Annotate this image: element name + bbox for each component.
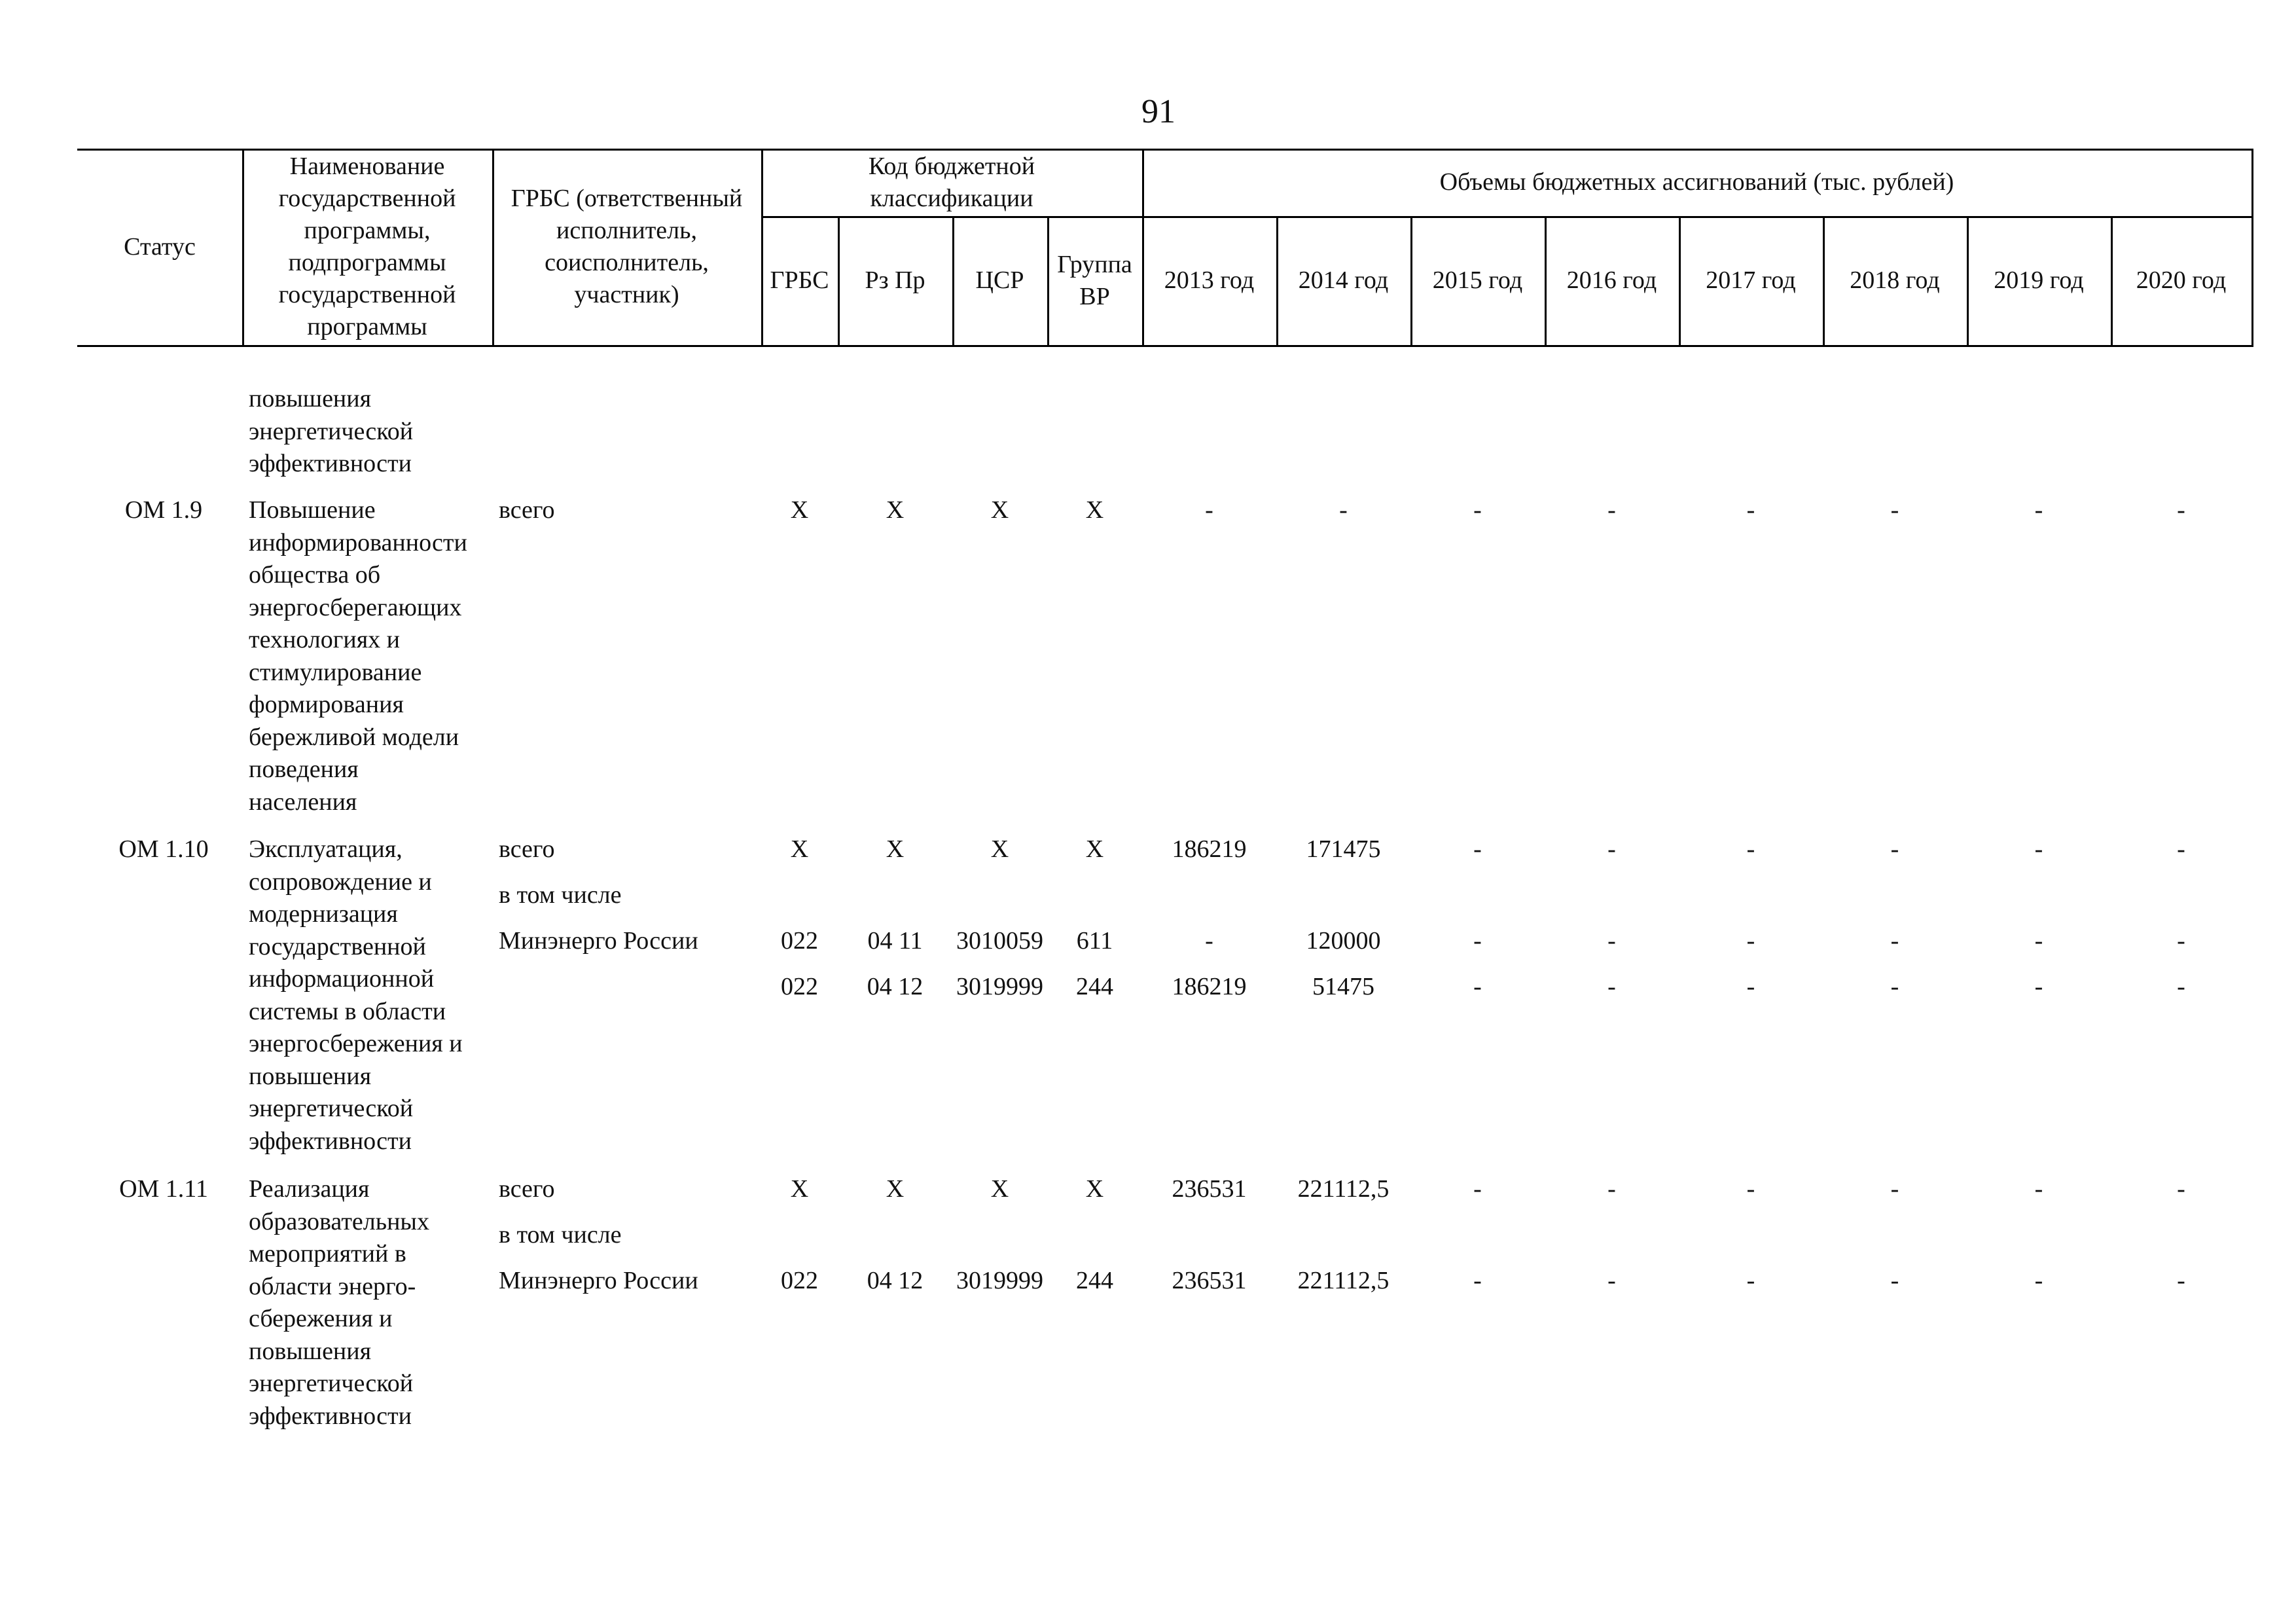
status-code: ОМ 1.10 [118,835,209,863]
code-vr: Х [1085,835,1104,863]
name-line: энергосберегающих [249,593,462,621]
header-code-col: ЦСР [975,266,1024,294]
name-line: энергосбережения и [249,1030,463,1057]
value-2015: - [1473,496,1482,524]
value-2015: - [1473,1175,1482,1203]
name-line: мероприятий в [249,1240,406,1267]
code-vr: 244 [1076,973,1113,1000]
program-name [249,494,467,818]
header-year: 2015 год [1432,266,1523,294]
value-2015: - [1473,927,1482,955]
value-2013: - [1205,496,1213,524]
header-year: 2017 год [1706,266,1796,294]
header-code-col: Рз Пр [865,266,925,294]
header-code-col: ГРБС [770,266,829,294]
code-csr: Х [990,835,1009,863]
name-line: Реализация [249,1175,370,1203]
value-2020: - [2177,496,2185,524]
header-year: 2014 год [1298,266,1389,294]
name-line: энергетической [249,1370,414,1397]
code-vr: Х [1085,1175,1104,1203]
value-2020: - [2177,835,2185,863]
value-2019: - [2034,927,2043,955]
code-rzpr: 04 12 [867,973,924,1000]
value-2014: 120000 [1306,927,1381,955]
name-line: общества об [249,561,381,589]
name-line: образовательных [249,1207,429,1235]
value-2017: - [1746,927,1755,955]
header-divider [492,149,494,347]
header-code-col: Группа ВР [1057,250,1132,310]
program-name [249,1173,429,1432]
code-grbs: 022 [781,927,818,955]
value-2019: - [2034,496,2043,524]
value-2020: - [2177,927,2185,955]
code-csr: 3010059 [956,927,1043,955]
code-vr: 611 [1076,927,1113,955]
executor: Минэнерго России [499,927,698,955]
header-volumes: Объемы бюджетных ассигнований (тыс. рублей) [1439,168,1954,196]
code-vr: 244 [1076,1267,1113,1294]
value-2015: - [1473,835,1482,863]
name-line: населения [249,788,357,816]
value-2018: - [1890,927,1899,955]
value-2018: - [1890,1267,1899,1294]
value-2013: 236531 [1172,1267,1247,1294]
value-2014: 51475 [1312,973,1374,1000]
name-line: повышения [249,1337,372,1365]
value-2019: - [2034,1267,2043,1294]
executor: в том числе [499,1221,622,1249]
value-2016: - [1607,1175,1616,1203]
header-year: 2019 год [1994,266,2084,294]
value-2016: - [1607,496,1616,524]
name-line: Эксплуатация, [249,835,403,863]
page-number: 91 [1141,93,1175,130]
value-2017: - [1746,973,1755,1000]
value-2019: - [2034,1175,2043,1203]
value-2013: 236531 [1172,1175,1247,1203]
value-2013: 186219 [1172,835,1247,863]
value-2019: - [2034,973,2043,1000]
value-2020: - [2177,1267,2185,1294]
value-2018: - [1890,1175,1899,1203]
name-line: Повышение [249,496,376,524]
value-2014: 171475 [1306,835,1381,863]
name-line: информационной [249,965,435,993]
value-2018: - [1890,973,1899,1000]
name-line: эффективности [249,1402,412,1430]
header-year: 2016 год [1566,266,1657,294]
header-grbs: ГРБС (ответственный исполнитель, соисполнитель, участник) [511,185,743,308]
value-2013: - [1205,927,1213,955]
name-line: повышения [249,385,372,412]
code-rzpr: Х [886,1175,905,1203]
value-2017: - [1746,1267,1755,1294]
header-bottom-rule [77,345,2251,347]
code-rzpr: Х [886,496,905,524]
executor: всего [499,496,555,524]
name-line: модернизация [249,900,398,928]
value-2016: - [1607,1267,1616,1294]
name-line: энергетической [249,1095,414,1122]
name-line: повышения [249,1062,372,1090]
header-year: 2013 год [1164,266,1255,294]
code-grbs: 022 [781,973,818,1000]
header-year: 2018 год [1850,266,1940,294]
name-line: области энерго- [249,1272,416,1300]
code-csr: Х [990,1175,1009,1203]
code-rzpr: 04 12 [867,1267,924,1294]
value-2015: - [1473,1267,1482,1294]
name-line: государственной [249,932,426,960]
value-2017: - [1746,1175,1755,1203]
value-2018: - [1890,835,1899,863]
header-divider [2251,149,2253,347]
code-grbs: Х [790,835,809,863]
status-code: ОМ 1.9 [124,496,203,524]
executor: Минэнерго России [499,1267,698,1294]
value-2020: - [2177,973,2185,1000]
value-2016: - [1607,835,1616,863]
value-2014: - [1339,496,1348,524]
value-2018: - [1890,496,1899,524]
header-year: 2020 год [2136,266,2227,294]
code-grbs: Х [790,1175,809,1203]
value-2017: - [1746,496,1755,524]
executor: всего [499,835,555,863]
name-line: эффективности [249,450,412,477]
header-divider [242,149,244,347]
code-grbs: 022 [781,1267,818,1294]
header-status: Статус [124,232,196,261]
value-2015: - [1473,973,1482,1000]
status-code: ОМ 1.11 [119,1175,208,1203]
code-grbs: Х [790,496,809,524]
code-rzpr: Х [886,835,905,863]
name-line: энергетической [249,417,414,445]
name-line: поведения [249,756,359,783]
name-line: бережливой модели [249,723,459,751]
value-2016: - [1607,927,1616,955]
header-name: Наименование государственной программы, подпрограммы государственной программы [278,153,456,340]
value-2014: 221112,5 [1297,1175,1390,1203]
value-2013: 186219 [1172,973,1247,1000]
value-2016: - [1607,973,1616,1000]
name-line: технологиях и [249,626,401,653]
value-2017: - [1746,835,1755,863]
name-line: сопровождение и [249,867,432,896]
header-budget-code: Код бюджетной классификации [868,152,1035,212]
code-csr: 3019999 [956,1267,1043,1294]
name-line: эффективности [249,1127,412,1155]
name-line: сбережения и [249,1305,393,1332]
name-line: стимулирование [249,658,422,686]
value-2019: - [2034,835,2043,863]
continuation-text [249,383,413,481]
program-name [249,833,463,1158]
code-csr: 3019999 [956,973,1043,1000]
executor: всего [499,1175,555,1203]
value-2014: 221112,5 [1297,1267,1390,1294]
name-line: системы в области [249,997,446,1025]
value-2020: - [2177,1175,2185,1203]
code-vr: Х [1085,496,1104,524]
name-line: формирования [249,691,404,718]
name-line: информированности [249,528,467,556]
executor: в том числе [499,881,622,909]
code-csr: Х [990,496,1009,524]
code-rzpr: 04 11 [867,927,923,955]
